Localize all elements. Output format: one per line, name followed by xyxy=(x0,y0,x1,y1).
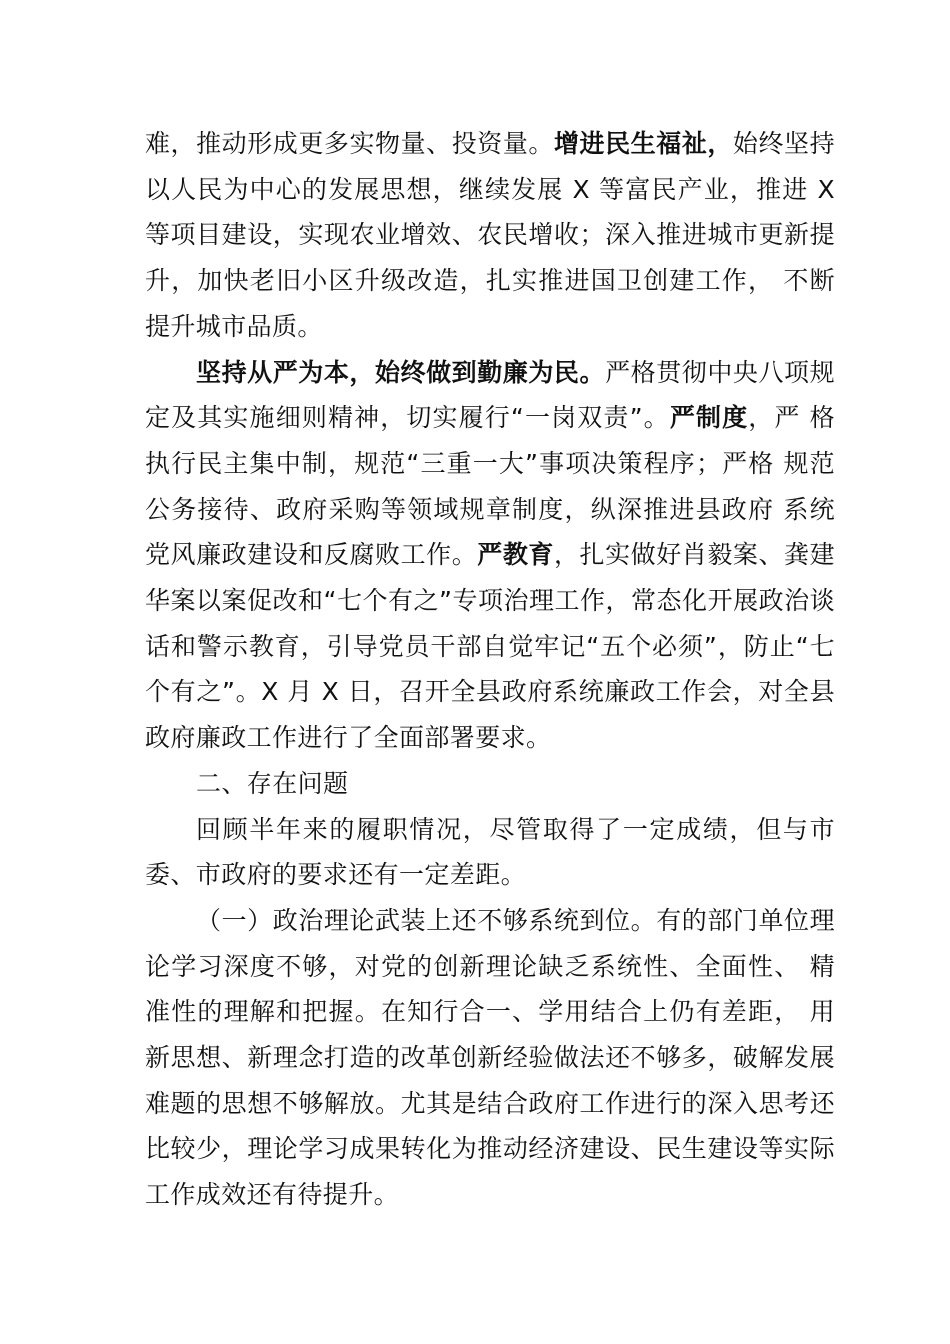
text-run: 难，推动形成更多实物量、投资量。 xyxy=(145,129,554,158)
text-run: （一）政治理论武装上还不够系统到位。有的部门单位理论学习深度不够，对党的创新理论缺乏系统性、全面性、 精准性的理解和把握。在知行合一、学用结合上仍有差距， 用新思想、新理念打造的改革创新经验做法还不够多，破解发展难题的思想不够解放。尤其是结合政府工作进行的深入思考还比较少，理论学习成果转化为推动经济建设、民生建设等实际工作成效还有待提升。 xyxy=(145,905,835,1210)
bold-heading-run: 严教育 xyxy=(477,540,554,570)
bold-heading-run: 坚持从严为本，始终做到勤廉为民。 xyxy=(196,357,606,387)
paragraph-theory xyxy=(145,898,835,1218)
bold-heading-run: 增进民生福祉， xyxy=(553,129,733,158)
section-heading-text: 二、存在问题 xyxy=(196,768,349,798)
paragraph-review xyxy=(145,807,835,898)
text-run: 回顾半年来的履职情况，尽管取得了一定成绩，但与市委、市政府的要求还有一定差距。 xyxy=(145,814,835,890)
section-heading-problems xyxy=(145,761,835,807)
paragraph-integrity xyxy=(145,350,835,761)
text-run: 始终坚持以人民为中心的发展思想，继续发展 X 等富民产业，推进 X 等项目建设，实现农业增效、农民增收；深入推进城市更新提升，加快老旧小区升级改造，扎实推进国卫创建工作， 不断提升城市品质。 xyxy=(145,129,835,341)
text-run: ，扎实做好肖毅案、龚建华案以案促改和“七个有之”专项治理工作，常态化开展政治谈话和警示教育，引导党员干部自觉牢记“五个必须”，防止“七个有之”。X 月 X 日，召开全县政府系统廉政工作会，对全县政府廉政工作进行了全面部署要求。 xyxy=(145,540,835,753)
text-run: ，严 格执行民主集中制，规范“三重一大”事项决策程序；严格 规范公务接待、政府采购等领域规章制度，纵深推进县政府 系统党风廉政建设和反腐败工作。 xyxy=(145,403,835,570)
bold-heading-run: 严制度 xyxy=(669,403,749,433)
text-run: 严格贯彻中央八项规定及其实施细则精神，切实履行“一岗双责”。 xyxy=(145,357,835,433)
document-body xyxy=(145,121,835,1218)
paragraph-livelihood xyxy=(145,121,835,350)
